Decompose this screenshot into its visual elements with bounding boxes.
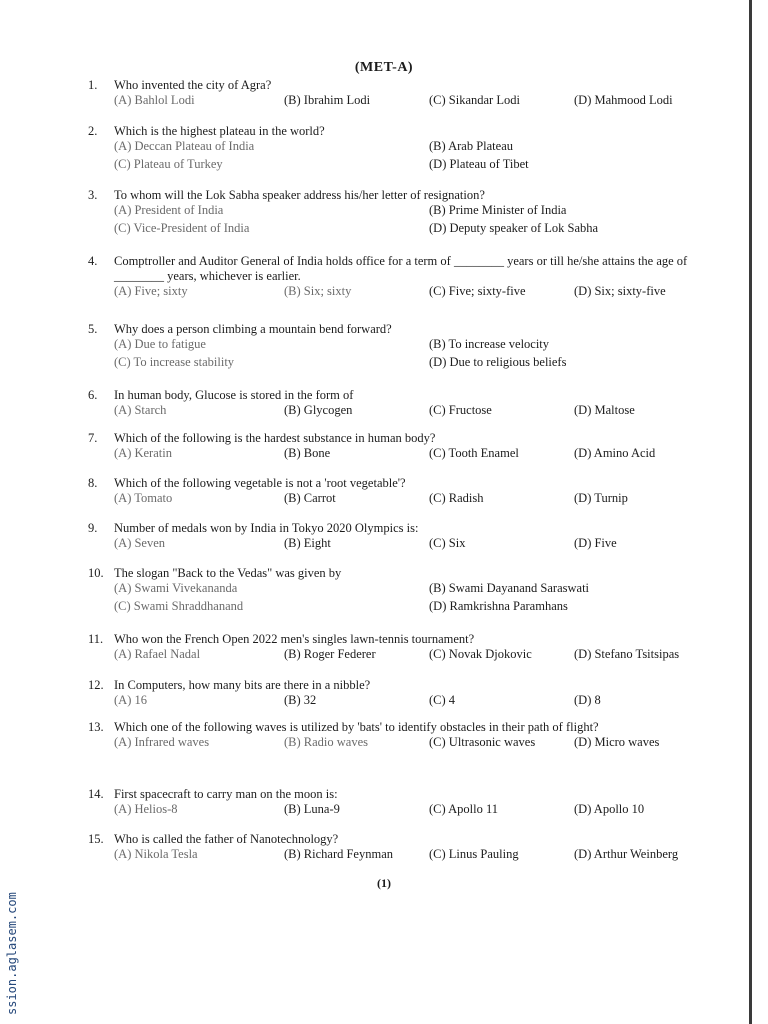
option-a: (A) President of India	[114, 203, 224, 217]
question-text: Which is the highest plateau in the world?	[114, 124, 325, 138]
option-b: (B) Radio waves	[284, 735, 369, 749]
option-c: (C) Radish	[429, 491, 484, 505]
question-10	[88, 566, 733, 617]
option-c: (C) To increase stability	[114, 355, 235, 369]
option-c: (C) Novak Djokovic	[429, 647, 532, 661]
option-b: (B) Eight	[284, 536, 331, 550]
question-text: Number of medals won by India in Tokyo 2020 Olympics is:	[114, 521, 419, 535]
option-a: (A) Starch	[114, 403, 167, 417]
option-d: (D) Apollo 10	[574, 802, 645, 816]
question-number: 11.	[88, 632, 104, 646]
option-a: (A) 16	[114, 693, 147, 707]
option-a: (A) Seven	[114, 536, 166, 550]
option-d: (D) Micro waves	[574, 735, 660, 749]
question-12	[88, 678, 733, 711]
option-d: (D) Stefano Tsitsipas	[574, 647, 680, 661]
option-d: (D) Arthur Weinberg	[574, 847, 679, 861]
question-text: First spacecraft to carry man on the moon is:	[114, 787, 338, 801]
option-a: (A) Tomato	[114, 491, 173, 505]
page-number: (1)	[377, 876, 391, 890]
question-number: 1.	[88, 78, 98, 92]
option-b: (B) Carrot	[284, 491, 336, 505]
option-b: (B) Ibrahim Lodi	[284, 93, 371, 107]
question-number: 2.	[88, 124, 98, 138]
question-9	[88, 521, 733, 554]
option-b: (B) Six; sixty	[284, 284, 352, 298]
option-c: (C) Linus Pauling	[429, 847, 519, 861]
option-d: (D) Turnip	[574, 491, 628, 505]
question-text: Who is called the father of Nanotechnology?	[114, 832, 339, 846]
question-number: 15.	[88, 832, 104, 846]
question-number: 3.	[88, 188, 98, 202]
option-c: (C) Five; sixty-five	[429, 284, 526, 298]
question-number: 6.	[88, 388, 98, 402]
question-1	[88, 78, 733, 111]
option-a: (A) Five; sixty	[114, 284, 188, 298]
question-11	[88, 632, 733, 665]
option-c: (C) Sikandar Lodi	[429, 93, 520, 107]
option-a: (A) Due to fatigue	[114, 337, 206, 351]
option-c: (C) Swami Shraddhanand	[114, 599, 244, 613]
question-text: Why does a person climbing a mountain bend forward?	[114, 322, 392, 336]
question-number: 14.	[88, 787, 104, 801]
question-number: 9.	[88, 521, 98, 535]
option-a: (A) Rafael Nadal	[114, 647, 201, 661]
question-number: 13.	[88, 720, 104, 734]
option-c: (C) Tooth Enamel	[429, 446, 519, 460]
option-a: (A) Helios-8	[114, 802, 178, 816]
option-b: (B) Glycogen	[284, 403, 353, 417]
option-d: (D) Plateau of Tibet	[429, 157, 529, 171]
option-a: (A) Infrared waves	[114, 735, 210, 749]
option-b: (B) Prime Minister of India	[429, 203, 567, 217]
option-a: (A) Bahlol Lodi	[114, 93, 195, 107]
option-b: (B) Bone	[284, 446, 331, 460]
question-6	[88, 388, 733, 421]
option-d: (D) Six; sixty-five	[574, 284, 666, 298]
option-b: (B) Roger Federer	[284, 647, 376, 661]
question-text: In Computers, how many bits are there in a nibble?	[114, 678, 371, 692]
option-b: (B) Arab Plateau	[429, 139, 514, 153]
question-14	[88, 787, 733, 820]
option-d: (D) Maltose	[574, 403, 635, 417]
question-text: The slogan "Back to the Vedas" was given by	[114, 566, 342, 580]
option-d: (D) 8	[574, 693, 601, 707]
question-2	[88, 124, 733, 175]
option-d: (D) Ramkrishna Paramhans	[429, 599, 568, 613]
option-d: (D) Due to religious beliefs	[429, 355, 567, 369]
option-b: (B) Richard Feynman	[284, 847, 394, 861]
question-text: Which of the following vegetable is not a 'root vegetable'?	[114, 476, 406, 490]
option-d: (D) Deputy speaker of Lok Sabha	[429, 221, 599, 235]
question-7	[88, 431, 733, 464]
question-3	[88, 188, 733, 239]
page-edge-line	[749, 0, 752, 1024]
question-4	[88, 254, 733, 302]
question-number: 5.	[88, 322, 98, 336]
option-d: (D) Five	[574, 536, 617, 550]
watermark-url: ssion.aglasem.com	[5, 892, 19, 1015]
option-a: (A) Keratin	[114, 446, 172, 460]
option-d: (D) Amino Acid	[574, 446, 656, 460]
option-c: (C) Ultrasonic waves	[429, 735, 536, 749]
question-text: Which one of the following waves is utilized by 'bats' to identify obstacles in their path of flight?	[114, 720, 599, 734]
option-b: (B) Luna-9	[284, 802, 340, 816]
question-number: 8.	[88, 476, 98, 490]
question-text: In human body, Glucose is stored in the form of	[114, 388, 354, 402]
question-number: 12.	[88, 678, 104, 692]
question-text: To whom will the Lok Sabha speaker address his/her letter of resignation?	[114, 188, 485, 202]
option-c: (C) Fructose	[429, 403, 492, 417]
option-c: (C) Six	[429, 536, 466, 550]
question-8	[88, 476, 733, 509]
option-b: (B) To increase velocity	[429, 337, 550, 351]
question-number: 7.	[88, 431, 98, 445]
question-5	[88, 322, 733, 373]
option-a: (A) Deccan Plateau of India	[114, 139, 255, 153]
option-d: (D) Mahmood Lodi	[574, 93, 673, 107]
question-number: 4.	[88, 254, 98, 268]
question-text: Who invented the city of Agra?	[114, 78, 272, 92]
question-text: Comptroller and Auditor General of India holds office for a term of ________ years or till he/she attains the age of ________ years, whichever is earlier.	[114, 254, 688, 283]
question-number: 10.	[88, 566, 104, 580]
option-c: (C) Apollo 11	[429, 802, 498, 816]
option-b: (B) 32	[284, 693, 317, 707]
option-a: (A) Swami Vivekananda	[114, 581, 238, 595]
option-b: (B) Swami Dayanand Saraswati	[429, 581, 590, 595]
option-c: (C) Vice-President of India	[114, 221, 250, 235]
paper-code-header: (MET-A)	[354, 60, 414, 75]
question-15	[88, 832, 733, 865]
option-c: (C) 4	[429, 693, 456, 707]
question-text: Who won the French Open 2022 men's singles lawn-tennis tournament?	[114, 632, 475, 646]
question-text: Which of the following is the hardest substance in human body?	[114, 431, 436, 445]
option-c: (C) Plateau of Turkey	[114, 157, 223, 171]
question-13	[88, 720, 733, 753]
option-a: (A) Nikola Tesla	[114, 847, 198, 861]
